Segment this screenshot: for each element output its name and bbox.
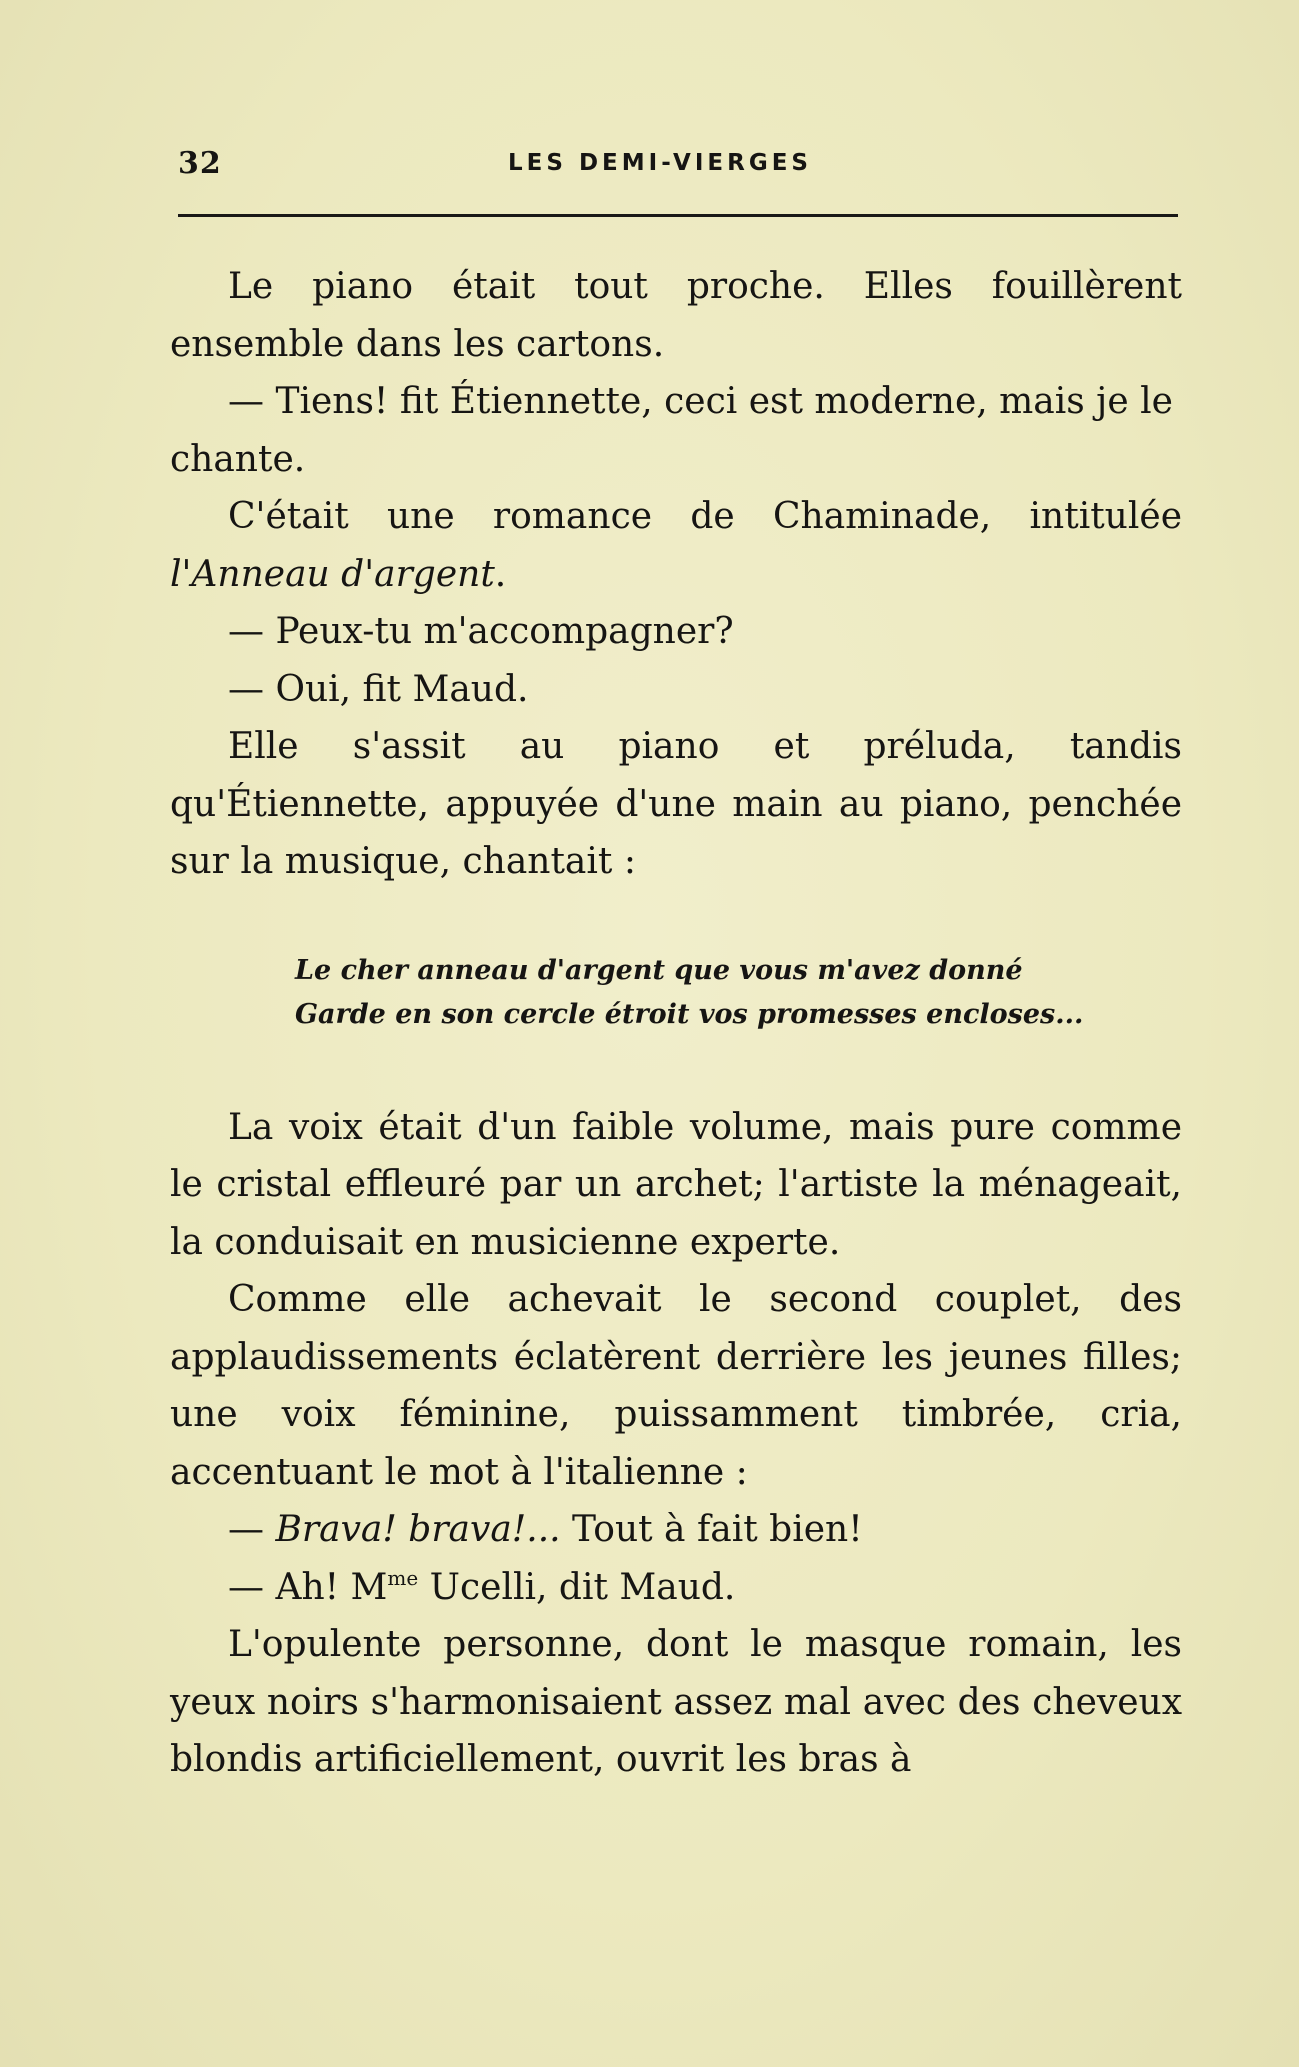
paragraph [170, 1559, 1182, 1617]
paragraph-text: . [494, 553, 507, 595]
paragraph-text: C'était une romance de Chaminade, intitulée [228, 496, 1182, 537]
verse-quote [170, 949, 1182, 1037]
paragraph: La voix était d'un faible volume, mais pure comme le cristal effleuré par un archet; l'artiste la ménageait, la conduisait en musicienne experte. [170, 1106, 1182, 1263]
superscript: me [387, 1565, 419, 1590]
verse-line: Garde en son cercle étroit vos promesses encloses... [295, 998, 1084, 1030]
paragraph-text: — [228, 1509, 276, 1550]
paragraph [170, 488, 1182, 603]
paragraph: — Peux-tu m'accompagner? [228, 611, 734, 652]
paragraph: — Oui, fit Maud. [228, 668, 529, 710]
page-header [178, 146, 1178, 186]
paragraph: L'opulente personne, dont le masque romain, les yeux noirs s'harmonisaient assez mal avec des cheveux blondis artificiellement, ouvrit les bras à [170, 1624, 1182, 1780]
paragraph: Comme elle achevait le second couplet, des applaudissements éclatèrent derrière les jeunes filles; une voix féminine, puissamment timbrée, cria, accentuant le mot à l'italienne : [170, 1279, 1182, 1493]
paragraph: Le piano était tout proche. Elles fouillèrent ensemble dans les cartons. [170, 266, 1182, 365]
song-title: l'Anneau d'argent [170, 553, 495, 595]
verse-line: Le cher anneau d'argent que vous m'avez donné [295, 954, 1023, 986]
exclamation: Brava! brava!... [275, 1509, 561, 1550]
header-rule [178, 214, 1178, 217]
paragraph [170, 1501, 1182, 1559]
paragraph-text: — Ah! M [228, 1566, 388, 1608]
paragraph: Elle s'assit au piano et préluda, tandis qu'Étiennette, appuyée d'une main au piano, penchée sur la musique, chantait : [170, 726, 1182, 882]
running-title: LES DEMI-VIERGES [508, 150, 812, 176]
paragraph-text: Ucelli, dit Maud. [418, 1566, 736, 1608]
paragraph-text: Tout à fait bien! [560, 1509, 863, 1550]
page-number: 32 [178, 146, 222, 181]
paragraph: — Tiens! fit Étiennette, ceci est moderne, mais je le chante. [170, 381, 1173, 480]
body-text [170, 258, 1182, 1789]
